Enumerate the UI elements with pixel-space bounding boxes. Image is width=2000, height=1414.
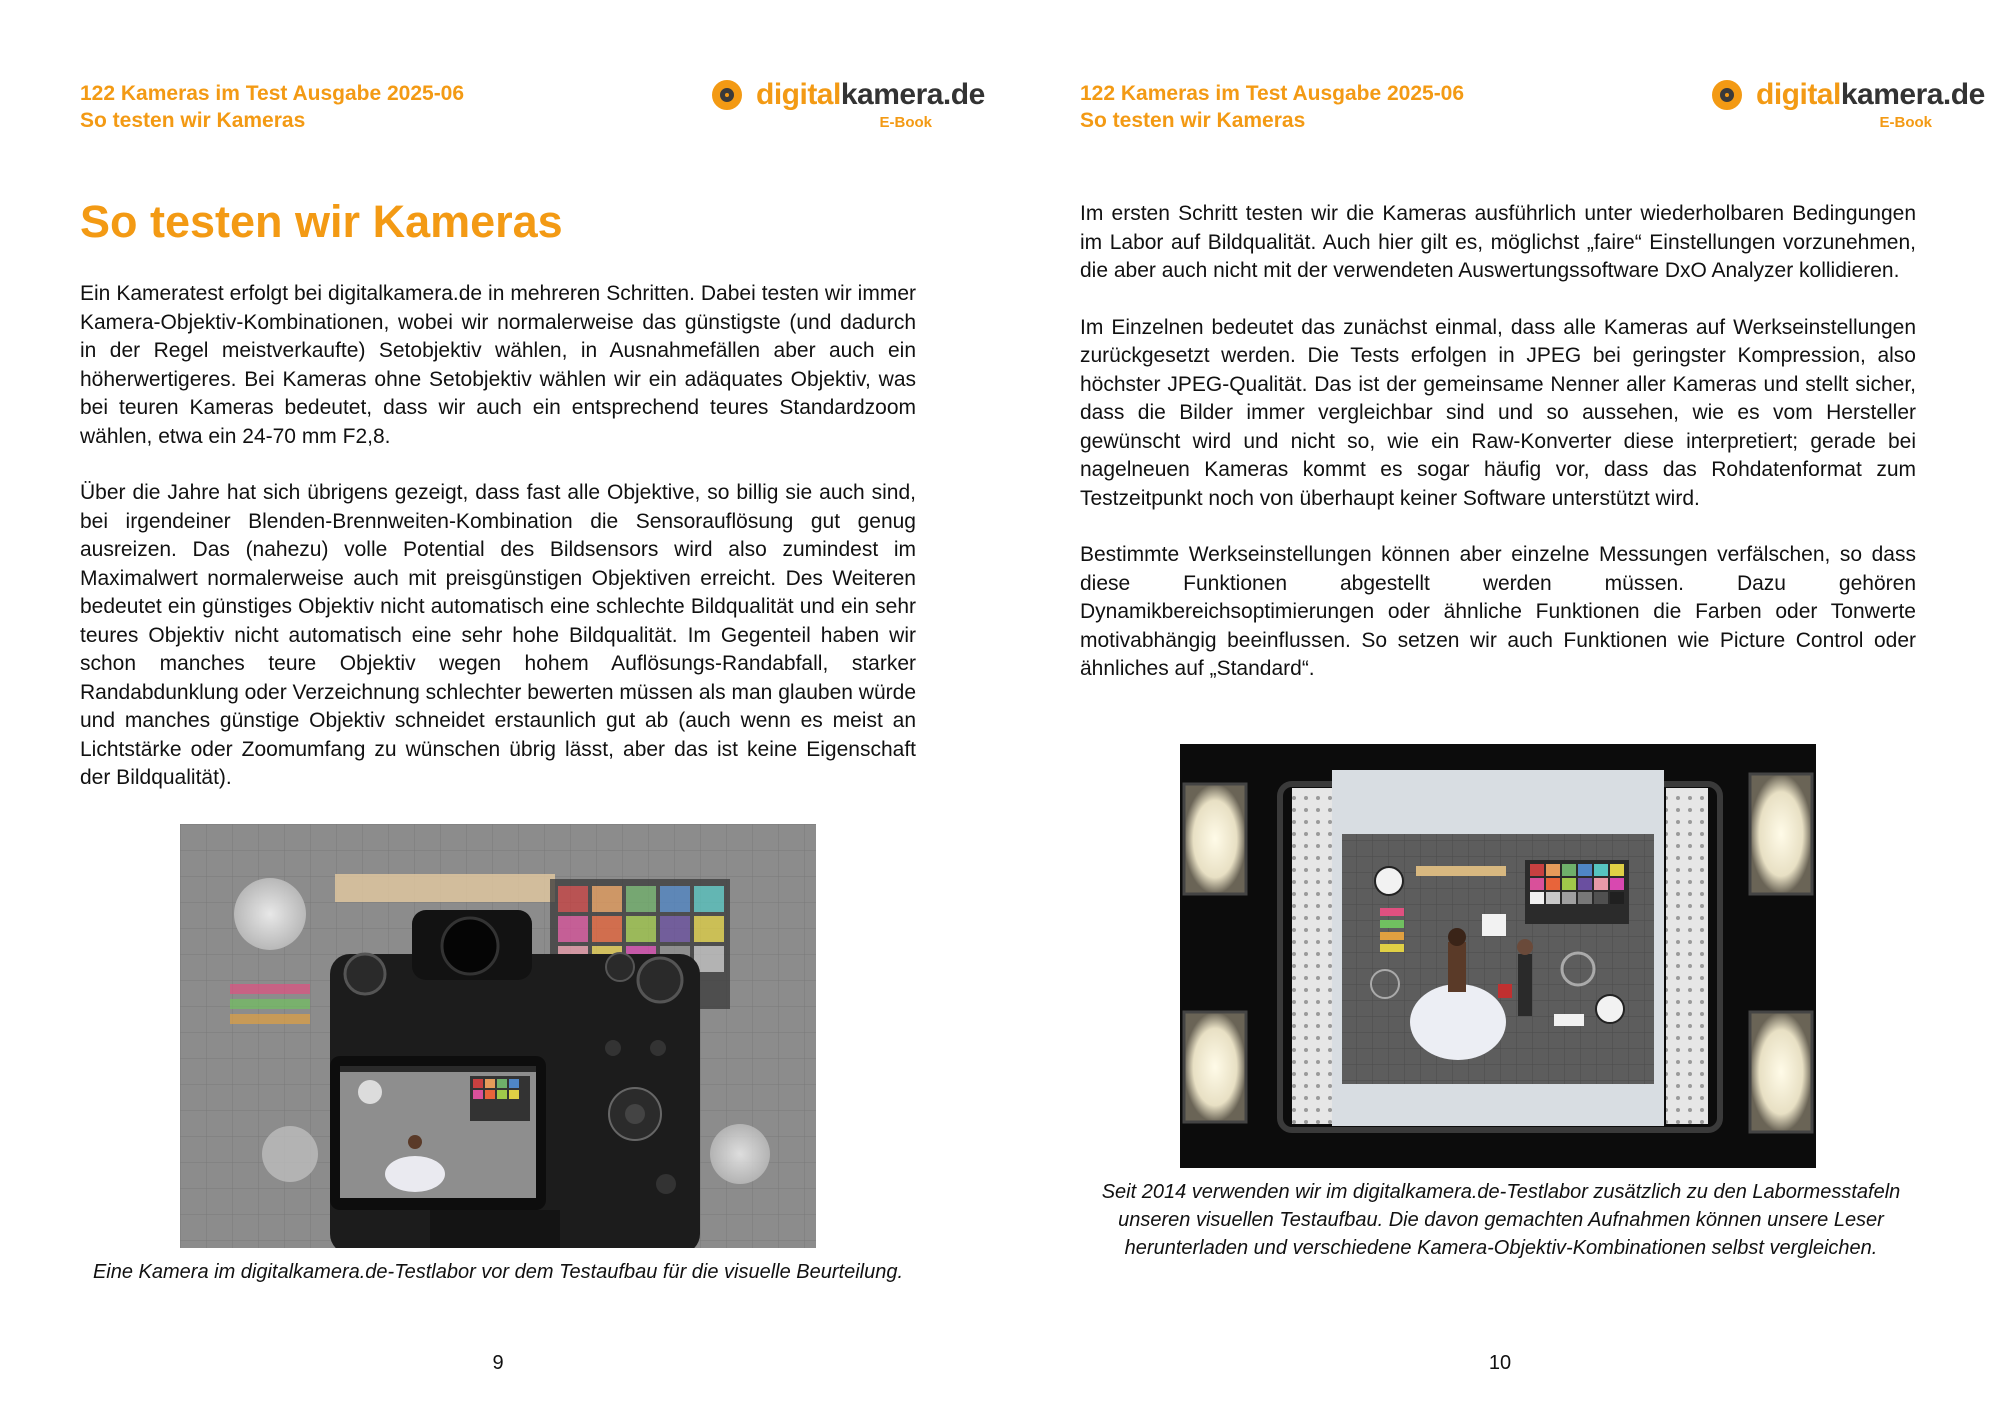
logo-wordmark: digitalkamera.de bbox=[1756, 78, 1985, 111]
digitalkamera-logo bbox=[1712, 76, 1985, 138]
paragraph: Ein Kameratest erfolgt bei digitalkamera.de in mehreren Schritten. Dabei testen wir immer Kamera-Objektiv-Kombinationen, wobei wir normalerweise das günstigste (und dadurch in der Regel meistverkaufte) Setobjektiv wählen, in Ausnahmefällen aber auch ein höherwertigeres. Bei Kameras ohne Setobjektiv wählen wir ein adäquates Objektiv, was bei teuren Kameras bedeutet, dass wir auch ein entsprechend teures Standardzoom wählen, etwa ein 24-70 mm F2,8. bbox=[80, 282, 916, 448]
camera-photo-illustration bbox=[180, 824, 816, 1248]
test-setup-illustration bbox=[1180, 744, 1816, 1168]
page-right bbox=[1000, 0, 2000, 1414]
header-line-1: 122 Kameras im Test Ausgabe 2025-06 bbox=[80, 82, 465, 105]
camera-photo bbox=[180, 824, 816, 1248]
test-setup-photo bbox=[1180, 744, 1816, 1168]
page-heading: So testen wir Kameras bbox=[80, 196, 563, 247]
header-line-2: So testen wir Kameras bbox=[80, 109, 306, 132]
header-line-2: So testen wir Kameras bbox=[1080, 109, 1306, 132]
left-body-text bbox=[80, 280, 916, 821]
page-number: 9 bbox=[492, 1352, 504, 1374]
logo-subtitle: E-Book bbox=[879, 114, 932, 131]
paragraph: Bestimmte Werkseinstellungen können aber einzelne Messungen verfälschen, so dass diese Funktionen abgestellt werden müssen. Dazu gehören Dynamikbereichsoptimierungen oder ähnliche Funktionen die Farben oder Tonwerte motivabhängig beeinflussen. So setzen wir auch Funktionen wie Picture Control oder ähnliches auf „Standard“. bbox=[1080, 543, 1916, 680]
paragraph: Im Einzelnen bedeutet das zunächst einmal, dass alle Kameras auf Werkseinstellungen zurückgesetzt werden. Die Tests erfolgen in JPEG bei geringster Kompression, also höchster JPEG-Qualität. Das ist der gemeinsame Nenner aller Kameras und stellt sicher, dass die Bilder immer vergleichbar sind und so aussehen, wie es vom Hersteller gewünscht wird und nicht so, wie ein Raw-Konverter diese interpretiert; gerade bei nagelneuen Kameras kommt es sogar häufig vor, dass das Rohdatenformat zum Testzeitpunkt noch von überhaupt keiner Software unterstützt wird. bbox=[1080, 315, 1916, 510]
right-body-text bbox=[1080, 200, 1916, 712]
paragraph: Über die Jahre hat sich übrigens gezeigt, dass fast alle Objektive, so billig sie auch sind, bei irgendeiner Blenden-Brennweiten-Kombination die Sensorauflösung gut genug ausreizen. Das (nahezu) volle Potential des Bildsensors wird also zumindest im Maximalwert normalerweise auch mit preisgünstigen Objektiven erreicht. Des Weiteren bedeutet ein günstiges Objektiv nicht automatisch eine schlechte Bildqualität und ein sehr teures Objektiv nicht automatisch eine sehr hohe Bildqualität. Im Gegenteil haben wir schon manches teure Objektiv wegen hohem Auflösungs-Randabfall, starker Randabdunklung oder Verzeichnung schlechter bewerten müssen als man glauben würde und manches günstige Objektiv schneidet erstaunlich gut ab (auch wenn es meist an Lichtstärke oder Zoomumfang zu wünschen übrig lässt, aber das ist keine Eigenschaft der Bildqualität). bbox=[80, 481, 916, 789]
logo-wordmark: digitalkamera.de bbox=[756, 78, 985, 111]
digitalkamera-logo bbox=[712, 76, 985, 138]
header-title bbox=[1080, 80, 1464, 134]
logo-ring-icon bbox=[712, 80, 742, 110]
header-line-1: 122 Kameras im Test Ausgabe 2025-06 bbox=[1080, 82, 1465, 105]
paragraph: Im ersten Schritt testen wir die Kameras ausführlich unter wiederholbaren Bedingungen im Labor auf Bildqualität. Auch hier gilt es, möglichst „faire“ Einstellungen vorzunehmen, die aber auch nicht mit der verwendeten Auswertungssoftware DxO Analyzer kollidieren. bbox=[1080, 202, 1916, 282]
page-number: 10 bbox=[1488, 1352, 1512, 1374]
logo-ring-icon bbox=[1712, 80, 1742, 110]
header-title bbox=[80, 80, 464, 134]
photo-caption: Seit 2014 verwenden wir im digitalkamera.de-Testlabor zusätzlich zu den Labormesstafeln unseren visuellen Testaufbau. Die davon gemachten Aufnahmen können unsere Leser herunterladen und verschiedene Kamera-Objektiv-Kombinationen selbst vergleichen. bbox=[1101, 1181, 1901, 1259]
photo-caption: Eine Kamera im digitalkamera.de-Testlabor vor dem Testaufbau für die visuelle Beurteilung. bbox=[92, 1261, 904, 1283]
logo-subtitle: E-Book bbox=[1879, 114, 1932, 131]
